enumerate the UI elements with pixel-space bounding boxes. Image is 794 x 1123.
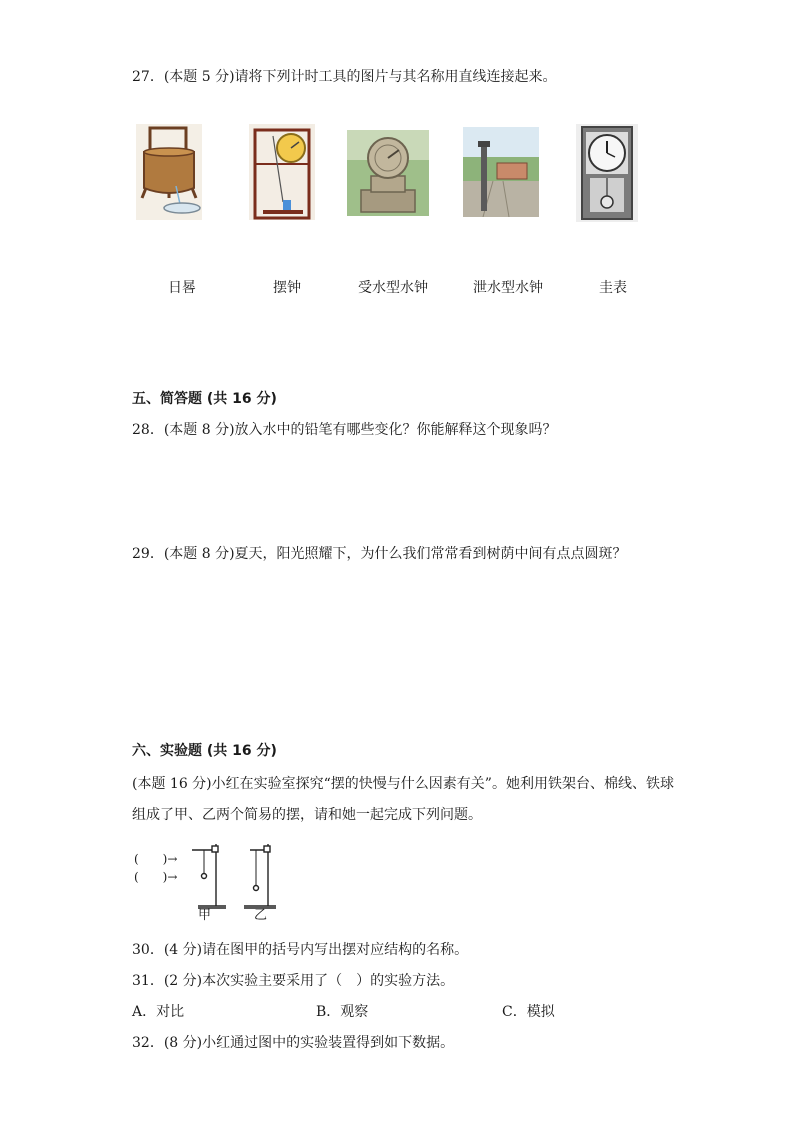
experiment-intro-line-2: 组成了甲、乙两个简易的摆，请和她一起完成下列问题。 <box>132 807 482 823</box>
option-c: C．模拟 <box>502 1004 555 1020</box>
gnomon-picture <box>463 127 539 217</box>
question-28: 28．(本题 8 分)放入水中的铅笔有哪些变化？你能解释这个现象吗？ <box>132 422 557 438</box>
name-outflow-water-clock: 泄水型水钟 <box>473 280 543 296</box>
section-5-heading: 五、简答题 (共 16 分) <box>132 391 277 407</box>
pendulum-wall-clock-picture <box>576 124 638 222</box>
name-gnomon: 圭表 <box>599 280 627 296</box>
section-6-heading: 六、实验题 (共 16 分) <box>132 743 277 759</box>
blank-bracket-1: ( )→ <box>134 852 178 866</box>
blank-bracket-2: ( )→ <box>134 870 178 884</box>
sundial-picture <box>347 130 429 216</box>
name-sundial: 日晷 <box>168 280 196 296</box>
pendulum-b-stand <box>244 844 276 908</box>
pendulum-clock-mechanism-picture <box>249 124 315 220</box>
option-b: B．观察 <box>316 1004 369 1020</box>
inflow-water-clock-picture <box>136 124 202 220</box>
question-29: 29．(本题 8 分)夏天，阳光照耀下，为什么我们常常看到树荫中间有点点圆斑？ <box>132 546 627 562</box>
pendulum-a-stand <box>192 844 226 908</box>
pendulum-b-label: 乙 <box>254 908 268 923</box>
question-31: 31．(2 分)本次实验主要采用了（ ）的实验方法。 <box>132 973 455 989</box>
question-27: 27．(本题 5 分)请将下列计时工具的图片与其名称用直线连接起来。 <box>132 69 557 85</box>
question-30: 30．(4 分)请在图甲的括号内写出摆对应结构的名称。 <box>132 942 469 958</box>
pendulum-diagram <box>132 840 292 928</box>
experiment-intro-line-1: (本题 16 分)小红在实验室探究“摆的快慢与什么因素有关”。她利用铁架台、棉线、铁球 <box>132 776 674 792</box>
name-inflow-water-clock: 受水型水钟 <box>358 280 428 296</box>
name-pendulum-clock: 摆钟 <box>273 280 301 296</box>
pendulum-a-label: 甲 <box>198 908 212 923</box>
option-a: A．对比 <box>132 1004 185 1020</box>
question-32: 32．(8 分)小红通过图中的实验装置得到如下数据。 <box>132 1035 455 1051</box>
